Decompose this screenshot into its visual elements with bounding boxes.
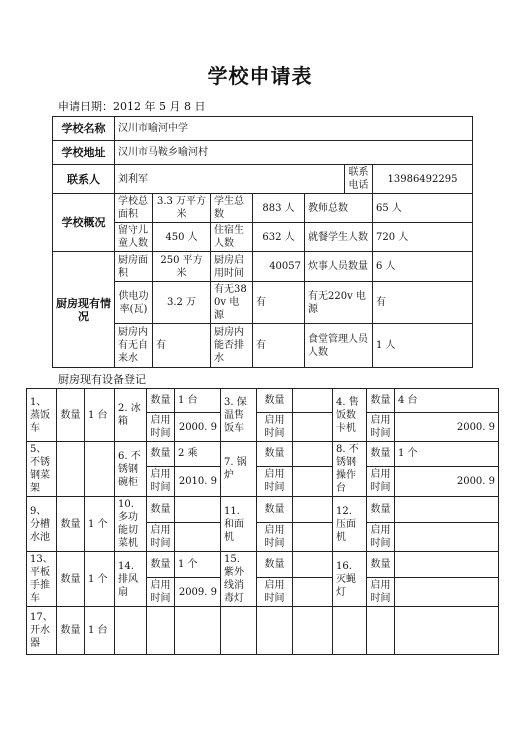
eq-start-label: 启用时间 (147, 413, 175, 442)
eq-item-4: 4. 售饭数卡机 (333, 389, 367, 442)
eq-start-label: 启用时间 (367, 466, 395, 496)
eq-qty-label: 数量 (147, 497, 175, 523)
eq-qty-label: 数量 (147, 552, 175, 578)
contact-label: 联系人 (53, 165, 115, 194)
eq-qty-label: 数量 (367, 389, 395, 413)
eq-item-1-qty: 1 台 (85, 389, 115, 442)
left-behind-value: 450 人 (153, 223, 211, 252)
overview-label: 学校概况 (53, 194, 115, 252)
kitchen-start-value: 40057 (253, 252, 305, 282)
application-date: 申请日期：2012 年 5 月 8 日 (58, 100, 206, 113)
eq-qty-label: 数量 (147, 389, 175, 413)
eq-item-11: 11. 和面机 (221, 497, 257, 552)
eq-item-14-qty: 1 个 (175, 552, 221, 578)
equipment-table (26, 388, 499, 655)
staff-label: 炊事人员数量 (305, 252, 373, 282)
eq-item-1: 1、蒸饭车 (27, 389, 57, 442)
kitchen-area-label: 厨房面积 (115, 252, 153, 282)
power-label: 供电功率(瓦) (115, 282, 153, 324)
eq-qty-label: 数量 (57, 552, 85, 607)
eq-item-6-time: 2010. 9 (175, 466, 221, 496)
eq-item-3: 3. 保温售饭车 (221, 389, 257, 442)
eq-qty-label: 数量 (257, 442, 293, 467)
students-label: 学生总数 (211, 194, 253, 223)
canteen-value: 1 人 (373, 324, 473, 368)
v380-label: 有无380v 电源 (211, 282, 253, 324)
eq-qty-label: 数量 (57, 389, 85, 442)
eq-qty-label: 数量 (257, 497, 293, 523)
eq-start-label: 启用时间 (257, 413, 293, 442)
eq-item-17: 17、开水器 (27, 607, 57, 655)
staff-value: 6 人 (373, 252, 473, 282)
v220-value: 有 (373, 282, 473, 324)
eq-qty-label: 数量 (367, 552, 395, 578)
kitchen-area-value: 250 平方米 (153, 252, 211, 282)
page-title: 学校申请表 (207, 64, 313, 88)
drain-label: 厨房内能否排水 (211, 324, 253, 368)
eq-start-label: 启用时间 (367, 413, 395, 442)
school-info-table (52, 116, 473, 368)
kitchen-label: 厨房现有情况 (53, 252, 115, 368)
diners-label: 就餐学生人数 (305, 223, 373, 252)
eq-qty-label: 数量 (257, 389, 293, 413)
boarders-label: 住宿生人数 (211, 223, 253, 252)
eq-qty-label: 数量 (367, 442, 395, 467)
eq-item-8-qty: 1 个 (395, 442, 499, 467)
address-value: 汉川市马鞍乡喻河村 (115, 141, 473, 165)
eq-start-label: 启用时间 (257, 466, 293, 496)
eq-start-label: 启用时间 (367, 523, 395, 552)
address-label: 学校地址 (53, 141, 115, 165)
eq-item-2: 2. 冰箱 (115, 389, 147, 442)
eq-item-9-qty: 1 个 (85, 497, 115, 552)
eq-item-13: 13、平板手推车 (27, 552, 57, 607)
eq-item-6: 6. 不锈钢碗柜 (115, 442, 147, 497)
eq-item-7: 7. 锅炉 (221, 442, 257, 497)
eq-item-13-qty: 1 个 (85, 552, 115, 607)
eq-qty-label: 数量 (57, 607, 85, 655)
school-name-value: 汉川市喻河中学 (115, 117, 473, 141)
eq-item-8: 8. 不锈钢操作台 (333, 442, 367, 497)
power-value: 3.2 万 (153, 282, 211, 324)
v380-value: 有 (253, 282, 305, 324)
eq-start-label: 启用时间 (147, 466, 175, 496)
eq-item-17-qty: 1 台 (85, 607, 115, 655)
school-name-label: 学校名称 (53, 117, 115, 141)
equipment-title: 厨房现有设备登记 (58, 373, 146, 386)
eq-item-14-time: 2009. 9 (175, 578, 221, 607)
eq-item-16: 16. 灭蝇灯 (333, 552, 367, 607)
left-behind-label: 留守儿童人数 (115, 223, 153, 252)
eq-start-label: 启用时间 (147, 578, 175, 607)
eq-item-12: 12. 压面机 (333, 497, 367, 552)
eq-qty-label: 数量 (257, 552, 293, 578)
teachers-value: 65 人 (373, 194, 473, 223)
eq-item-6-qty: 2 乘 (175, 442, 221, 467)
eq-item-2-time: 2000. 9 (175, 413, 221, 442)
diners-value: 720 人 (373, 223, 473, 252)
phone-label: 联系电话 (345, 165, 373, 194)
eq-item-4-qty: 4 台 (395, 389, 499, 413)
eq-item-5: 5、不锈钢菜架 (27, 442, 57, 497)
eq-item-4-time: 2000. 9 (395, 413, 499, 442)
water-value: 有 (153, 324, 211, 368)
eq-start-label: 启用时间 (367, 578, 395, 607)
water-label: 厨房内有无自来水 (115, 324, 153, 368)
contact-value: 刘利军 (115, 165, 345, 194)
eq-start-label: 启用时间 (257, 578, 293, 607)
phone-value: 13986492295 (373, 165, 473, 194)
students-value: 883 人 (253, 194, 305, 223)
eq-item-8-time: 2000. 9 (395, 466, 499, 496)
area-label: 学校总面积 (115, 194, 153, 223)
eq-qty-label: 数量 (57, 497, 85, 552)
eq-start-label: 启用时间 (147, 523, 175, 552)
area-value: 3.3 万平方米 (153, 194, 211, 223)
eq-item-14: 14. 排风扇 (115, 552, 147, 607)
eq-qty-label: 数量 (147, 442, 175, 467)
teachers-label: 教师总数 (305, 194, 373, 223)
eq-start-label: 启用时间 (257, 523, 293, 552)
eq-item-15: 15. 紫外线消毒灯 (221, 552, 257, 607)
eq-item-10: 10. 多功能切菜机 (115, 497, 147, 552)
eq-qty-label: 数量 (367, 497, 395, 523)
eq-item-2-qty: 1 台 (175, 389, 221, 413)
eq-item-9: 9、分槽水池 (27, 497, 57, 552)
boarders-value: 632 人 (253, 223, 305, 252)
canteen-label: 食堂管理人员人数 (305, 324, 373, 368)
drain-value: 有 (253, 324, 305, 368)
kitchen-start-label: 厨房启用时间 (211, 252, 253, 282)
v220-label: 有无220v 电源 (305, 282, 373, 324)
